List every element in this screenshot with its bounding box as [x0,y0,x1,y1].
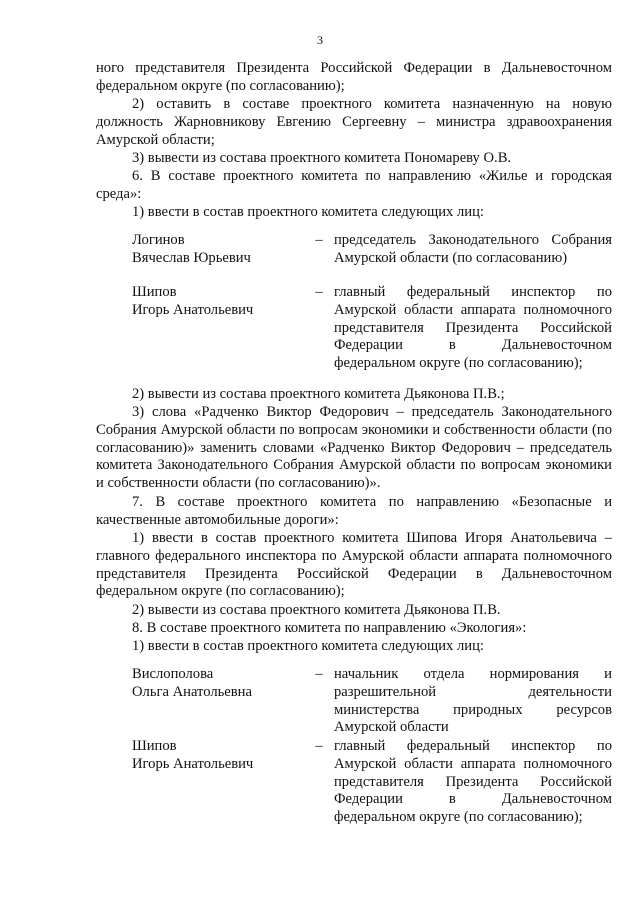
member-name: Шипов Игорь Анатольевич [132,738,254,772]
page-number: 3 [317,33,323,47]
paragraph-add-members-8: 1) ввести в состав проектного комитета следующих лиц: [132,638,484,654]
paragraph-replace-radchenko: 3) слова «Радченко Виктор Федорович – председатель Законодательного Собрания Амурской области по вопросам экономики и собственности области (по согласованию)» заменить словами «Радченко Виктор Федорович – председатель комитета Законодательного Собрания Амурской области по вопросам экономики и собственности области (по согласованию)». [96,404,612,492]
paragraph-remove-ponomareva: 3) вывести из состава проектного комитета Пономареву О.В. [132,150,512,166]
member-name: Логинов Вячеслав Юрьевич [132,232,251,266]
member-role: начальник отдела нормирования и разрешительной деятельности министерства природных ресурсов Амурской области [334,666,612,736]
member-name: Шипов Игорь Анатольевич [132,284,254,318]
member-dash: – [315,738,323,754]
member-dash: – [315,284,323,300]
paragraph-continuation: ного представителя Президента Российской Федерации в Дальневосточном федеральном округе (по согласованию); [96,60,612,94]
paragraph-add-shipov-7: 1) ввести в состав проектного комитета Шипова Игоря Анатольевича – главного федерального инспектора по Амурской области аппарата полномочного представителя Президента Российской Федерации в Дальневосточном федеральном округе (по согласованию); [96,530,612,600]
member-name: Вислополова Ольга Анатольевна [132,666,252,700]
member-role: главный федеральный инспектор по Амурской области аппарата полномочного представителя Президента Российской Федерации в Дальневосточном федеральном округе (по согласованию); [334,284,612,372]
member-dash: – [315,232,323,248]
member-role: главный федеральный инспектор по Амурской области аппарата полномочного представителя Президента Российской Федерации в Дальневосточном федеральном округе (по согласованию); [334,738,612,826]
paragraph-remove-dyakonov-7: 2) вывести из состава проектного комитета Дьяконова П.В. [132,602,501,618]
paragraph-keep-zharnovnikova: 2) оставить в составе проектного комитета назначенную на новую должность Жарновникову Евгению Сергеевну – министра здравоохранения Амурской области; [96,96,612,148]
section-6-heading: 6. В составе проектного комитета по направлению «Жилье и городская среда»: [96,168,612,202]
paragraph-add-members-6: 1) ввести в состав проектного комитета следующих лиц: [132,204,484,220]
paragraph-remove-dyakonov-6: 2) вывести из состава проектного комитета Дьяконова П.В.; [132,386,505,402]
section-7-heading: 7. В составе проектного комитета по направлению «Безопасные и качественные автомобильные дороги»: [96,494,612,528]
section-8-heading: 8. В составе проектного комитета по направлению «Экология»: [132,620,527,636]
member-role: председатель Законодательного Собрания Амурской области (по согласованию) [334,232,612,266]
member-dash: – [315,666,323,682]
